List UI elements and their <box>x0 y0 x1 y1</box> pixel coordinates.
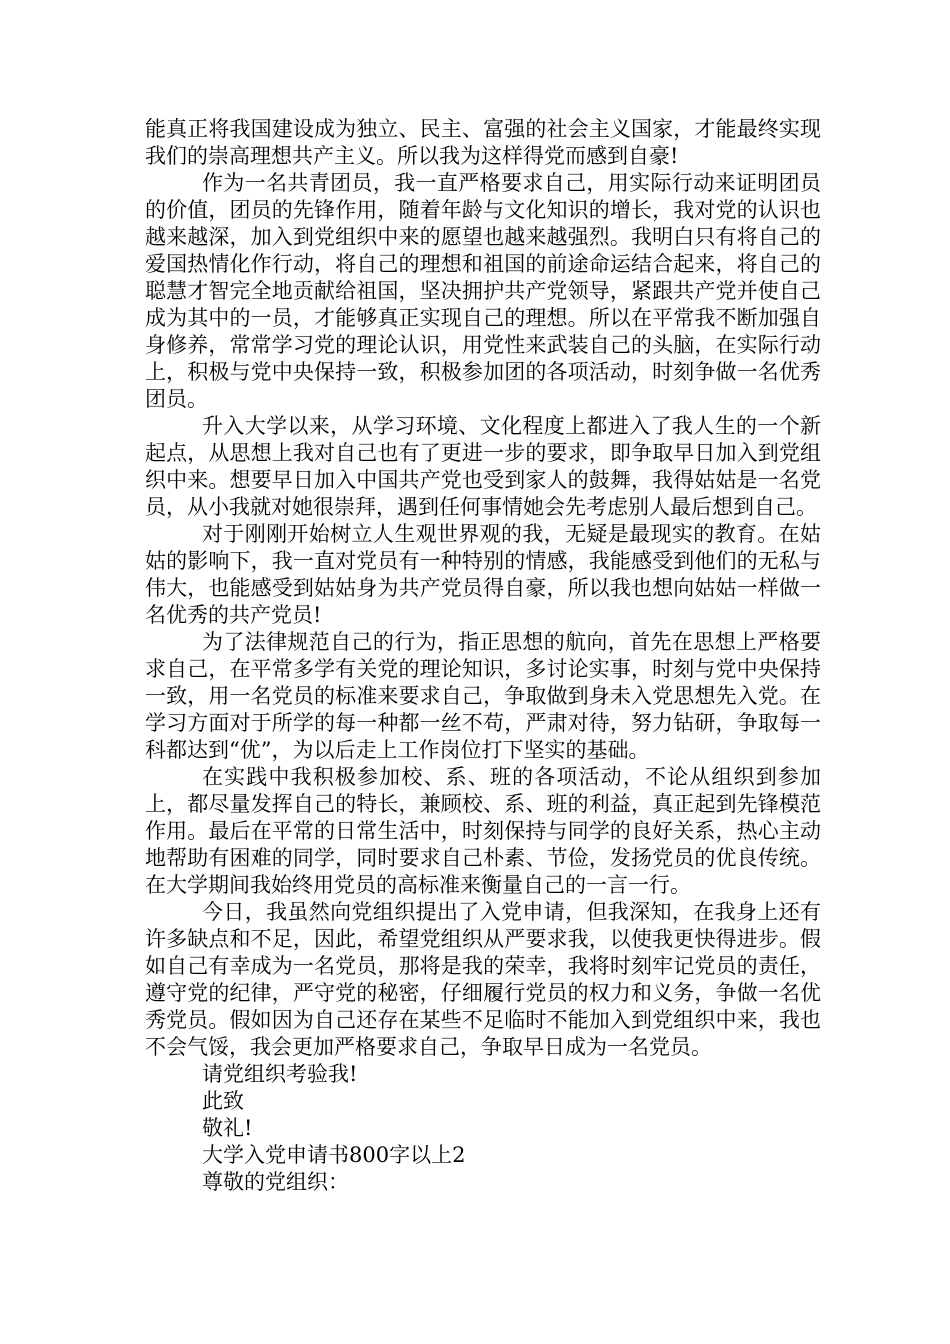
paragraph-7: 今日，我虽然向党组织提出了入党申请，但我深知，在我身上还有许多缺点和不足，因此，希望党组织从严要求我，以使我更快得进步。假如自己有幸成为一名党员，那将是我的荣幸，我将时刻牢记党员的责任，遵守党的纪律，严守党的秘密，仔细履行党员的权力和义务，争做一名优秀党员。假如因为自己还存在某些不足临时不能加入到党组织中来，我也不会气馁，我会更加严格要求自己，争取早日成为一名党员。 <box>145 900 821 1059</box>
paragraph-6: 在实践中我积极参加校、系、班的各项活动，不论从组织到参加上，都尽量发挥自己的特长，兼顾校、系、班的利益，真正起到先锋模范作用。最后在平常的日常生活中，时刻保持与同学的良好关系，热心主动地帮助有困难的同学，同时要求自己朴素、节俭，发扬党员的优良传统。在大学期间我始终用党员的高标准来衡量自己的一言一行。 <box>145 765 821 897</box>
document-body <box>145 116 821 1196</box>
closing-request: 请党组织考验我! <box>202 1062 358 1086</box>
next-document-greeting: 尊敬的党组织： <box>202 1170 349 1194</box>
paragraph-1: 能真正将我国建设成为独立、民主、富强的社会主义国家，才能最终实现我们的崇高理想共产主义。所以我为这样得党而感到自豪! <box>145 117 821 168</box>
closing-salutation: 此致 <box>202 1089 244 1113</box>
closing-respect: 敬礼! <box>202 1116 253 1140</box>
paragraph-3: 升入大学以来，从学习环境、文化程度上都进入了我人生的一个新起点，从思想上我对自己也有了更进一步的要求，即争取早日加入到党组织中来。想要早日加入中国共产党也受到家人的鼓舞，我得姑姑是一名党员，从小我就对她很崇拜，遇到任何事情她会先考虑别人最后想到自己。 <box>145 414 821 519</box>
paragraph-5: 为了法律规范自己的行为，指正思想的航向，首先在思想上严格要求自己，在平常多学有关党的理论知识，多讨论实事，时刻与党中央保持一致，用一名党员的标准来要求自己，争取做到身未入党思想先入党。在学习方面对于所学的每一种都一丝不苟，严肃对待，努力钻研，争取每一科都达到“优”，为以后走上工作岗位打下坚实的基础。 <box>145 630 821 762</box>
next-document-title: 大学入党申请书800字以上2 <box>202 1143 466 1167</box>
paragraph-2: 作为一名共青团员，我一直严格要求自己，用实际行动来证明团员的价值，团员的先锋作用，随着年龄与文化知识的增长，我对党的认识也越来越深，加入到党组织中来的愿望也越来越强烈。我明白只有将自己的爱国热情化作行动，将自己的理想和祖国的前途命运结合起来，将自己的聪慧才智完全地贡献给祖国，坚决拥护共产党领导，紧跟共产党并使自己成为其中的一员，才能够真正实现自己的理想。所以在平常我不断加强自身修养，常常学习党的理论认识，用党性来武装自己的头脑，在实际行动上，积极与党中央保持一致，积极参加团的各项活动，时刻争做一名优秀团员。 <box>145 171 821 411</box>
paragraph-4: 对于刚刚开始树立人生观世界观的我，无疑是最现实的教育。在姑姑的影响下，我一直对党员有一种特别的情感，我能感受到他们的无私与伟大，也能感受到姑姑身为共产党员得自豪，所以我也想向姑姑一样做一名优秀的共产党员! <box>145 522 821 627</box>
